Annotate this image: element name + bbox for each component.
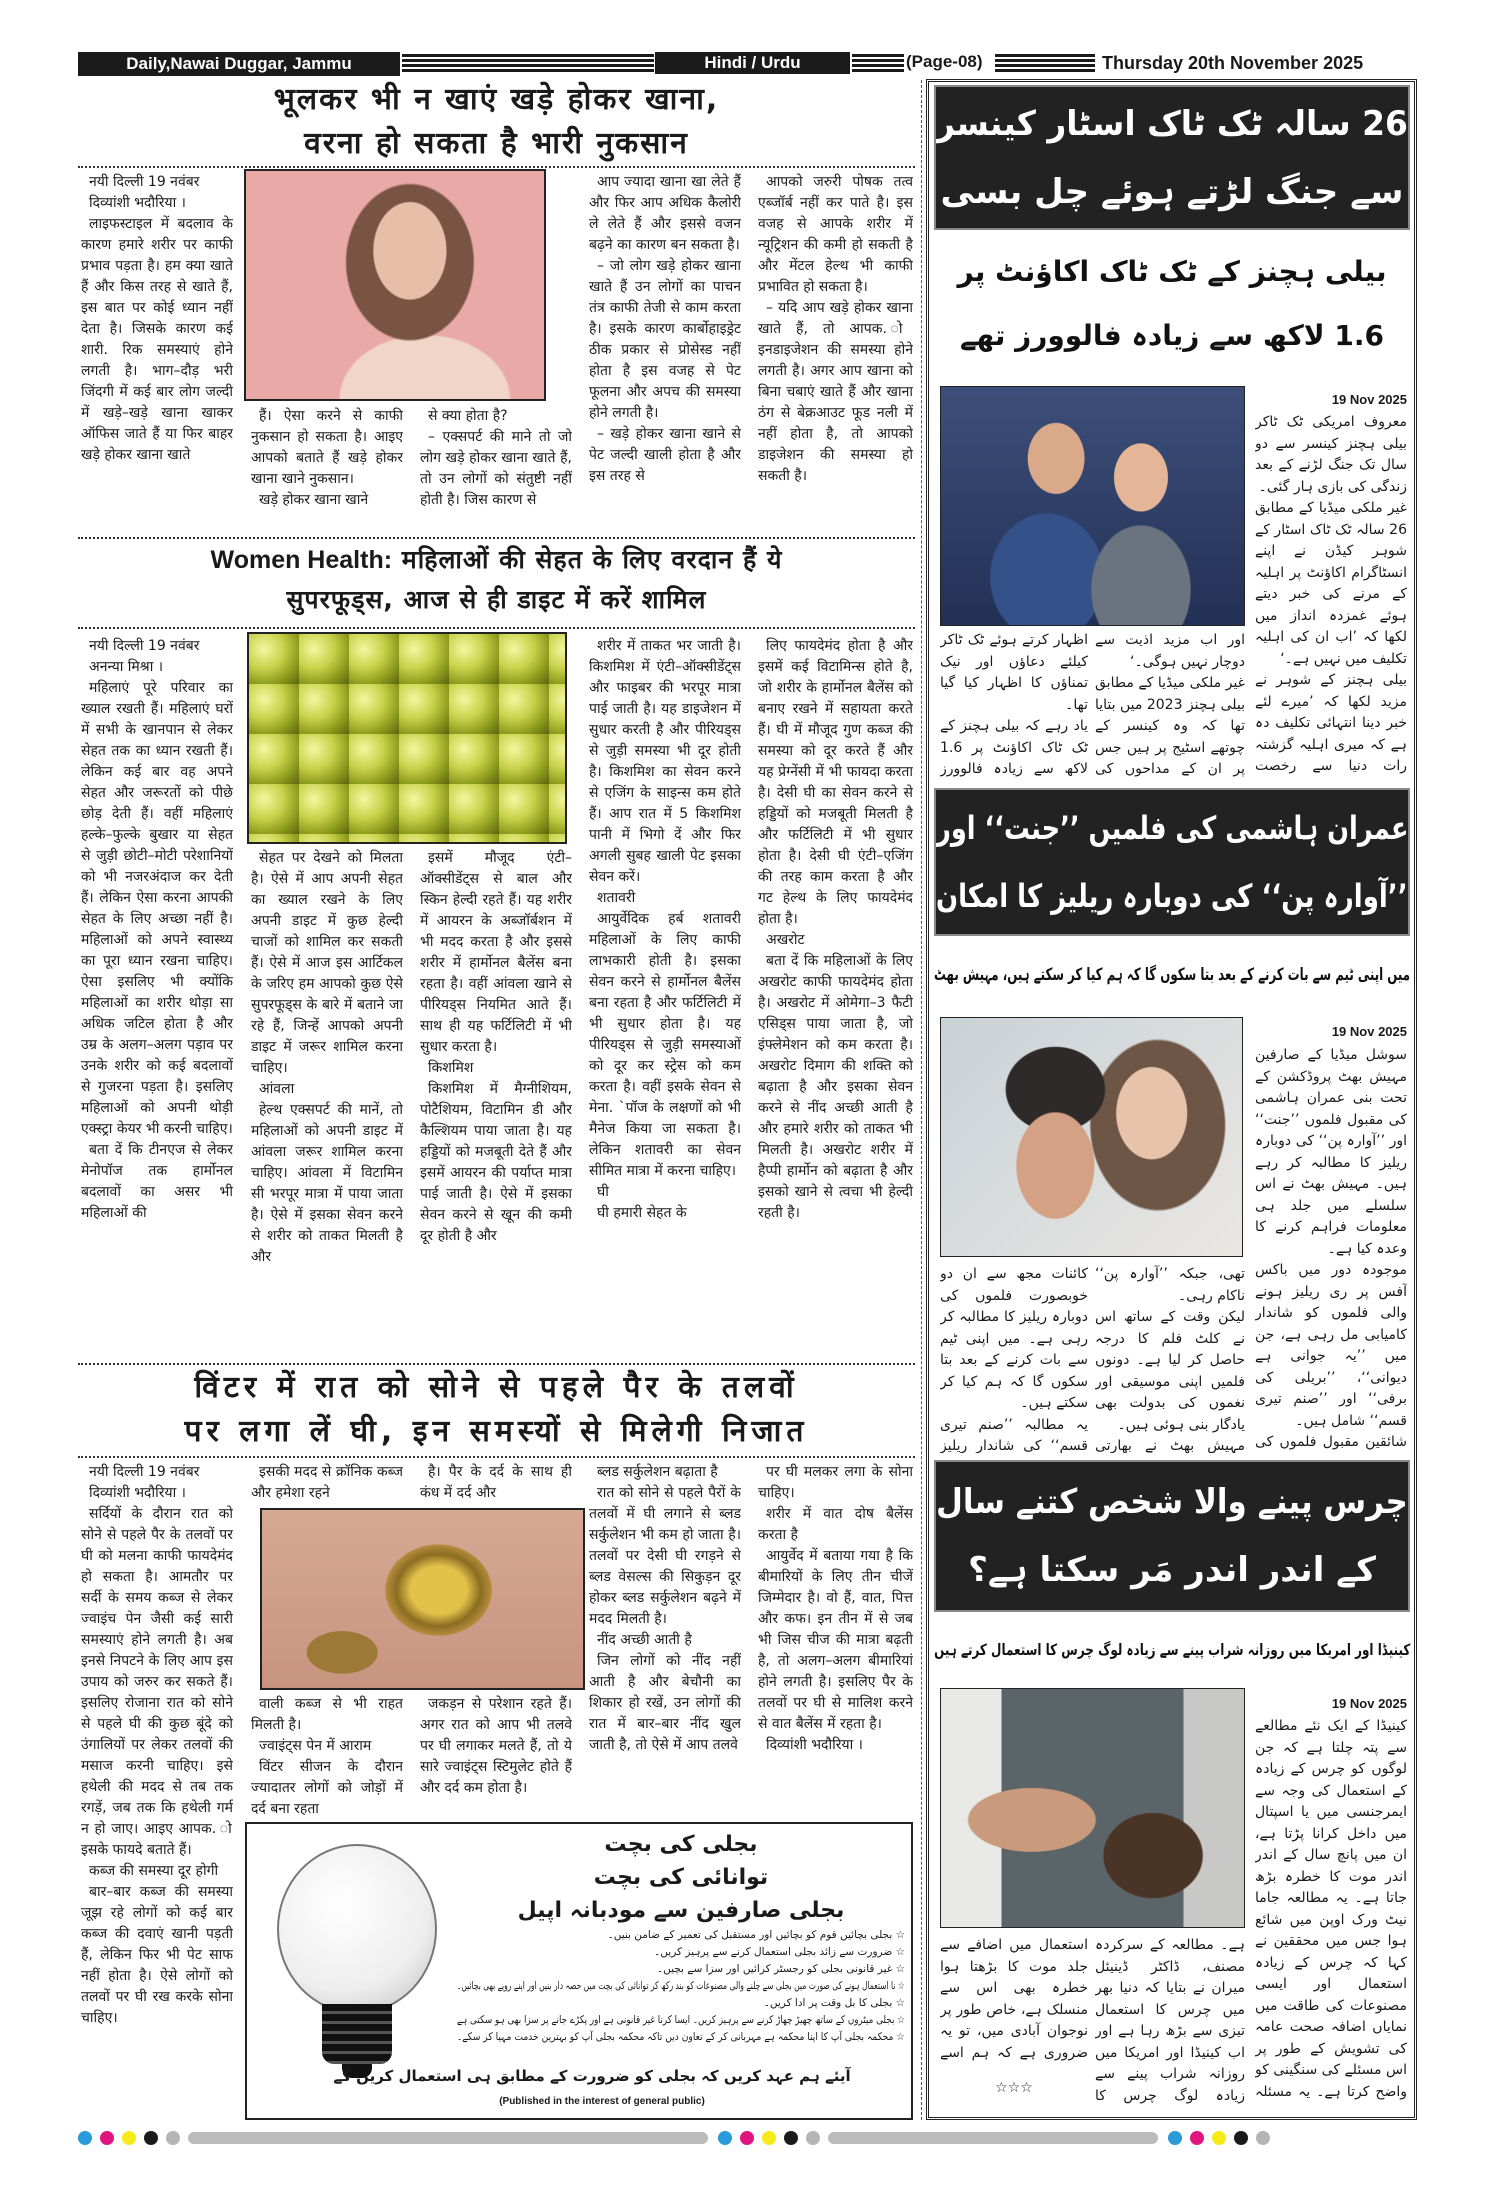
urdu-story-3-column (940, 1935, 1088, 2064)
article-3-column (420, 1694, 572, 1820)
article-2-column (81, 636, 233, 1350)
end-mark: ☆☆☆ (995, 2080, 1033, 2096)
paragraph: इसकी मदद से क्रॉनिक कब्ज और हमेशा रहने (251, 1464, 403, 1501)
edition-label: Hindi / Urdu (655, 52, 850, 74)
subhead-line: 1.6 لاکھ سے زیادہ فالوورز تھے (960, 319, 1384, 352)
light-bulb-icon (277, 1844, 437, 2094)
paragraph: महिलाएं पूरे परिवार का ख्याल रखती हैं। महिलाएं घरों में सभी के खानपान से लेकर सेहत तक का ध्यान रखती हैं। लेकिन कई बार वह अपने सेहत और जरूरतों को पीछे छोड़ देती हैं। वहीं महिलाएं हल्के–फुल्के बुखार या सेहत से जुड़ी छोटी–मोटी परेशानियों को भी नजरअंदाज कर देती हैं। लेकिन ऐसा करना आपकी सेहत के लिए अच्छा नहीं है। महिलाओं को अपने स्वास्थ्य का पूरा ध्यान रखना चाहिए। ऐसा इसलिए भी क्योंकि महिलाओं का शरीर थोड़ा सा अधिक जटिल होता है और उम्र के अलग–अलग पड़ाव पर उनके शरीर को कई बदलावों से गुजरना पड़ता है। इसलिए महिलाओं को अपनी थोड़ी एक्स्ट्रा केयर भी करनी चाहिए। (81, 680, 233, 1137)
registration-dot (1234, 2131, 1248, 2145)
article-1-column (81, 172, 233, 529)
ad-bullet: ☆ محکمہ بجلی آپ کا اپنا محکمہ ہے مہربانی کر کے تعاون دیں تاکہ محکمہ بجلی آپ کو بہترین خدمت مہیا کر سکے۔ (457, 2031, 905, 2043)
registration-dot (144, 2131, 158, 2145)
paragraph: किशमिश में मैग्नीशियम, पोटैशियम, विटामिन डी और कैल्शियम पाया जाता है। यह हड्डियों को मजबूती देते हैं और इसमें आयरन की पर्याप्त मात्रा पाई जाती है। ऐसे में इसका सेवन करने से खून की कमी दूर होती है और (420, 1081, 572, 1244)
urdu-story-3-subhead: کینیڈا اور امریکا میں روزانہ شراب پینے سے زیادہ لوگ چرس کا استعمال کرتے ہیں (933, 1641, 1410, 1659)
paragraph: کینیڈا کے ایک نئے مطالعے سے پتہ چلتا ہے کہ جن لوگوں کو چرس کے زیادہ کے استعمال کی وجہ سے ایمرجنسی میں یا اسپتال میں داخل کرانا پڑتا ہے، ان میں پانچ سال کے اندر اندر موت کا خطرہ بڑھ جاتا ہے۔ یہ مطالعہ جاما نیٹ ورک اوپن میں شائع ہوا جس میں محققین نے کہا کہ چرس کے زیادہ استعمال اور ایسی مصنوعات کی طاقت میں نمایاں اضافہ صحت عامہ کی تشویش کے طور پر اس مسئلے کی سنگینی کو واضح کرتا ہے۔ یہ مسئلہ (1255, 1718, 1407, 2100)
registration-dot (122, 2131, 136, 2145)
ad-title: بجلی صارفین سے مودبانہ اپیل (517, 1898, 845, 1923)
paragraph: आंवला (259, 1081, 295, 1097)
paragraph: बता दें कि महिलाओं के लिए अखरोट काफी फायदेमंद होता है। अखरोट में ओमेगा–3 फैटी एसिड्स पाया जाता है, जो इंफ्लेमेशन को कम करता है। अखरोट दिमाग की शक्ति को बढ़ाता है और इसका सेवन करने से नींद अच्छी आती है और हमारे शरीर को ताकत भी मिलती है। अखरोट शरीर में हैप्पी हार्मोन को बढ़ाता है और इसको खाने से त्वचा भी हेल्दी रहती है। (758, 953, 913, 1221)
headline-line: महिलाओं की सेहत के लिए वरदान हैं ये (401, 545, 783, 574)
registration-dot (166, 2131, 180, 2145)
paragraph: تھی، جبکہ ’’آوارہ پن‘‘ ناکام رہی۔ (1095, 1266, 1245, 1304)
hands-passing-joint-photo (940, 1688, 1245, 1928)
registration-dot (78, 2131, 92, 2145)
paragraph: مہیش بھٹ نے بھارتی (1095, 1438, 1245, 1453)
article-1-column (589, 172, 741, 529)
couple-stadium-photo (940, 386, 1245, 626)
separator (78, 1456, 915, 1458)
registration-bar (828, 2132, 1158, 2144)
paragraph: नींद अच्छी आती है (597, 1632, 692, 1648)
headline-line: वरना हो सकता है भारी नुकसान (304, 126, 689, 161)
paragraph: – जो लोग खड़े होकर खाना खाते हैं उन लोगों का पाचन तंत्र काफी तेजी से काम करता है। इसके कारण कार्बोहाइड्रेट ठीक प्रकार से प्रोसेस्ड नहीं होता है इस वजह से पेट फूलना और अपच की समस्या होने लगती है। (589, 258, 741, 421)
urdu-story-1-column (1255, 412, 1407, 777)
ghee-pot-photo (260, 1508, 585, 1690)
paragraph: शरीर में वात दोष बैलेंस करता है (758, 1506, 913, 1543)
paragraph: غیر ملکی میڈیا کے مطابق 26 سالہ ٹک ٹاک اسٹار کے شوہر کیڈن نے اپنے انسٹاگرام اکاؤنٹ پر اہلیہ کے مرنے کی خبر دیتے ہوئے غمزدہ انداز میں لکھا کہ ’اب ان کی اہلیہ تکلیف میں نہیں ہے۔‘ (1255, 500, 1407, 667)
paragraph: कब्ज की समस्या दूर होगी (89, 1863, 219, 1879)
paragraph: घी (597, 1184, 609, 1200)
article-2-column (420, 848, 572, 1352)
urdu-story-2-column (1255, 1045, 1407, 1453)
page-number: (Page-08) (906, 52, 983, 71)
urdu-story-3-column (1095, 1935, 1245, 2107)
ad-title: توانائی کی بچت (593, 1865, 769, 1890)
paragraph: दिव्यांशी भदौरिया । (766, 1737, 863, 1753)
article-1-column (420, 406, 572, 532)
article-3-column (589, 1462, 741, 1819)
paragraph: کائنات مجھ سے ان دو خوبصورت فلموں کی دوبارہ ریلیز کا مطالبہ کر رہی ہے۔ میں اپنی ٹیم سے بات کرنے کے بعد بتا سکوں گا کہ ہم کیا کر سکتے ہیں۔ (940, 1266, 1088, 1411)
paragraph: सेहत पर देखने को मिलता है। ऐसे में आप अपनी सेहत का ख्याल रखने के लिए अपनी डाइट में कुछ हेल्दी चाजों को शामिल कर सकती हैं। ऐसे में आज इस आर्टिकल के जरिए हम आपको कुछ ऐसे सुपरफूड्स के बारे में बताने जा रहे हैं, जिन्हें आपको अपनी डाइट में जरूर शामिल करना चाहिए। (251, 850, 403, 1076)
paragraph: اور اب مزید اذیت سے دوچار نہیں ہوگی۔‘ (1095, 632, 1245, 670)
paragraph: معروف امریکی ٹک ٹاکر بیلی ہچنز کینسر سے دو سال تک جنگ لڑنے کے بعد زندگی کی بازی ہار گئی۔ (1255, 414, 1407, 495)
ad-footer: (Published in the interest of general public) (499, 2096, 705, 2107)
paragraph: یاد رہے کہ بیلی ہچنز کے ٹک ٹاک اکاؤنٹ پر 1.6 لاکھ سے زیادہ فالوورز (940, 718, 1088, 777)
urdu-story-2-column (940, 1264, 1088, 1453)
paragraph: सर्दियों के दौरान रात को सोने से पहले पैर के तलवों पर घी को मलना काफी फायदेमंद हो सकता है। आमतौर पर सर्दी के समय कब्ज से लेकर ज्वाइंच पेन जैसी कई सारी समस्याएं होने लगती है। अब इनसे निपटने के लिए आप इस उपाय को जरुर कर सकते हैं। इसलिए रोजाना रात को सोने से पहले घी की कुछ बूंदे को उंगालियों पर लेकर तलवों की मसाज करनी चाहिए। इसे हथेली की मदद से तब तक रगड़ें, जब तक कि हथेली गर्म न हो जाए। आइए आपक. ो इसके फायदे बताते हैं। (81, 1506, 233, 1858)
headline-line: विंटर में रात को सोने से पहले पैर के तलवों (194, 1370, 799, 1405)
paragraph: नयी दिल्ली 19 नवंबर (89, 1464, 200, 1480)
urdu-story-1-headline (934, 85, 1410, 230)
registration-dot (1190, 2131, 1204, 2145)
story-date: 19 Nov 2025 (1331, 1024, 1407, 1039)
headline-line: पर लगा लें घी, इन समस्यों से मिलेगी निजात (184, 1414, 809, 1449)
article-2-column (589, 636, 741, 1350)
paragraph: ہے۔ مطالعہ کے سرکردہ مصنف، ڈاکٹر ڈینیئل میران نے بتایا کہ دنیا بھر میں چرس کا استعمال تیزی سے بڑھ رہا ہے اور اب کینیڈا اور امریکا میں روزانہ شراب پینے سے زیادہ لوگ چرس کا (1095, 1937, 1245, 2104)
paragraph: لیکن وقت کے ساتھ اس نے کلٹ فلم کا درجہ حاصل کر لیا ہے۔ دونوں فلمیں اپنی موسیقی اور نغموں کی بدولت بھی یادگار بنی ہوئی ہیں۔ (1095, 1309, 1245, 1433)
paragraph: हैं। ऐसा करने से काफी नुकसान हो सकता है। आइए आपको बताते हैं खड़े होकर खाना खाने नुकसान। (251, 408, 403, 487)
story-date: 19 Nov 2025 (1331, 392, 1407, 407)
paragraph: दिव्यांशी भदौरिया । (89, 195, 186, 211)
paragraph: یہ مطالبہ ’’صنم تیری قسم‘‘ کی شاندار ریلیز (940, 1416, 1088, 1453)
paragraph: नयी दिल्ली 19 नवंबर (89, 174, 200, 190)
paragraph: पर घी मलकर लगा के सोना चाहिए। (758, 1464, 913, 1501)
ad-bullet: ☆ غیر قانونی بجلی کو رجسٹر کرائیں اور سزا سے بچیں۔ (656, 1963, 905, 1975)
paragraph: – खड़े होकर खाना खाने से पेट जल्दी खाली होता है और इस तरह से (589, 426, 741, 484)
story-date: 19 Nov 2025 (1331, 1696, 1407, 1711)
registration-dot (100, 2131, 114, 2145)
separator (78, 537, 915, 539)
article-2-headline (78, 540, 915, 620)
paragraph: हेल्थ एक्सपर्ट की मानें, तो महिलाओं को अपनी डाइट में आंवला जरूर शामिल करना चाहिए। आंवला में विटामिन सी भरपूर मात्रा में पाया जाता है। ऐसे में इसका सेवन करने से शरीर को ताकत मिलती है और (251, 1102, 403, 1265)
paragraph: लाइफस्टाइल में बदलाव के कारण हमारे शरीर पर काफी प्रभाव पड़ता है। हम क्या खाते हैं और किस तरह से खाते हैं, इस बात पर कोई ध्यान नहीं देता है। जिसके कारण कई शारी. रिक समस्याएं होने लगती है। भाग–दौड़ भरी जिंदगी में कई बार लोग जल्दी में खड़े–खड़े खाना खाकर ऑफिस जाते हैं या फिर बाहर खड़े होकर खाना खाते (81, 216, 233, 463)
urdu-story-2-subhead: میں اپنی ٹیم سے بات کرنے کے بعد بتا سکوں گا کہ ہم کیا کر سکتے ہیں، مہیش بھٹ (933, 965, 1410, 985)
paragraph: घी हमारी सेहत के (597, 1205, 687, 1221)
headline-line: عمران ہاشمی کی فلمیں ’’جنت‘‘ اور (935, 809, 1408, 847)
urdu-story-3-headline (934, 1460, 1410, 1612)
column-divider (921, 80, 922, 2120)
headline-line: چرس پینے والا شخص کتنے سال (936, 1482, 1408, 1522)
paragraph: आप ज्यादा खाना खा लेते हैं और फिर आप अधिक कैलोरी ले लेते हैं और इससे वजन बढ़ने का कारण बन सकता है। (589, 174, 741, 253)
registration-dot (1212, 2131, 1226, 2145)
article-1-headline (78, 78, 915, 166)
headline-line: کے اندر اندر مَر سکتا ہے؟ (968, 1550, 1376, 1590)
electricity-saving-ad (245, 1822, 913, 2120)
paragraph: – यदि आप खड़े होकर खाना खाते हैं, तो आपक. ो इनडाइजेशन की समस्या होने लगती है। अगर आप खाना को बिना चबाएं खाते हैं और खाना ठंग से बेक्रआउट फूड नली में नहीं होता है, तो आपको डाइजेशन की समस्या हो सकती है। (758, 300, 913, 484)
separator (78, 1363, 915, 1365)
subhead-line: بیلی ہچنز کے ٹک ٹاک اکاؤنٹ پر (957, 255, 1387, 288)
urdu-story-3-column (1255, 1716, 1407, 2103)
ad-bullet: ☆ ضرورت سے زائد بجلی استعمال کرنے سے پرہیز کریں۔ (654, 1946, 905, 1958)
ad-bullet: ☆ بجلی بچائیں قوم کو بچائیں اور مستقبل کی تعمیر کے ضامن بنیں۔ (607, 1929, 905, 1941)
paragraph: سوشل میڈیا کے صارفین مہیش بھٹ پروڈکشن کے تحت بنی عمران ہاشمی کی مقبول فلموں ’’جنت‘‘ اور ’’آوارہ پن‘‘ کی دوبارہ ریلیز کا مطالبہ کر رہے ہیں۔ مہیش بھٹ نے اس سلسلے میں جلد ہی معلومات فراہم کرنے کا وعدہ کیا ہے۔ (1255, 1047, 1407, 1257)
paragraph: आपको जरुरी पोषक तत्व एब्जॉर्ब नहीं कर पाते है। इस वजह से आपके शरीर में न्यूट्रिशन की कमी हो सकती है और मेंटल हेल्थ भी काफी प्रभावित हो सकता है। (758, 174, 913, 295)
registration-dot (806, 2131, 820, 2145)
paragraph: जिन लोगों को नींद नहीं आती है और बेचौनी का शिकार हो रखें, उन लोगों की रात में बार–बार नींद खुल जाती है, तो ऐसे में आप तलवे (589, 1653, 741, 1753)
urdu-story-1-column (1095, 630, 1245, 780)
headline-line: سے جنگ لڑتے ہوئے چل بسی (940, 171, 1404, 212)
paragraph: है। पैर के दर्द के साथ ही कंध में दर्द और (420, 1464, 572, 1501)
paragraph: استعمال میں اضافے سے جلد موت کا بڑھتا ہوا خطرہ بھی اس سے منسلک ہے، خاص طور پر نوجوان آبادی میں، تو یہ ضروری ہے کہ ہم اسے (940, 1937, 1088, 2061)
registration-dot (1256, 2131, 1270, 2145)
paragraph: غیر ملکی میڈیا کے مطابق بیلی ہچنز 2023 میں بتایا تھا کہ وہ کینسر کے چوتھے اسٹیج پر ہیں جس پر ان کے مداحوں کی (1095, 675, 1245, 777)
article-1-column (251, 406, 403, 532)
print-registration-strip (78, 2130, 1418, 2146)
headline-line: सुपरफूड्स, आज से ही डाइट में करें शामिल (286, 585, 707, 614)
headline-line: ’’آوارہ پن‘‘ کی دوبارہ ریلیز کا امکان (936, 877, 1408, 915)
divider-stripes (402, 54, 654, 74)
headline-line: भूलकर भी न खाएं खड़े होकर खाना, (273, 82, 720, 117)
paragraph: दिव्यांशी भदौरिया । (89, 1485, 186, 1501)
urdu-story-1-subhead (934, 240, 1410, 368)
article-2-column (251, 848, 403, 1352)
issue-date: Thursday 20th November 2025 (1102, 53, 1364, 73)
registration-dot (740, 2131, 754, 2145)
paragraph: खड़े होकर खाना खाने (259, 492, 369, 508)
registration-bar (188, 2132, 708, 2144)
headline-prefix: Women Health: (210, 546, 393, 574)
registration-dot (1168, 2131, 1182, 2145)
paragraph: विंटर सीजन के दौरान ज्यादातर लोगों को जोड़ों में दर्द बना रहता (251, 1759, 403, 1817)
article-3-column (81, 1462, 233, 2113)
paragraph: बता दें कि टीनएज से लेकर मेनोपॉज तक हार्मोनल बदलावों का असर भी महिलाओं की (81, 1142, 233, 1221)
paragraph: शरीर में ताकत भर जाती है। किशमिश में एंटी–ऑक्सीडेंट्स और फाइबर की भरपूर मात्रा पाई जाती है। यह डाइजेशन में सुधार करती है और पीरियड्स से जुड़ी समस्या भी दूर होती है। किशमिश का सेवन करने से एजिंग के साइन्स कम होते हैं। आप रात में 5 किशमिश पानी में भिगो दें और फिर अगली सुबह खाली पेट इसका सेवन करें। (589, 638, 741, 885)
ad-title: بجلی کی بچت (604, 1832, 758, 1857)
paragraph: से क्या होता है? (428, 408, 508, 424)
paragraph: अनन्या मिश्रा । (89, 659, 164, 675)
urdu-story-2-column (1095, 1264, 1245, 1453)
article-1-column (758, 172, 913, 529)
article-3-column (420, 1462, 572, 1504)
registration-dot (784, 2131, 798, 2145)
article-3-column (251, 1462, 403, 1504)
divider-stripes (995, 54, 1095, 74)
registration-dot (762, 2131, 776, 2145)
headline-line: 26 سالہ ٹک ٹاک اسٹار کینسر (936, 103, 1408, 144)
paragraph: वाली कब्ज से भी राहत मिलती है। (251, 1696, 403, 1733)
paragraph: किशमिश (428, 1060, 474, 1076)
paragraph: شائقین مقبول فلموں کی (1255, 1434, 1407, 1450)
paragraph: रात को सोने से पहले पैरों के तलवों में घी लगाने से ब्लड सर्कुलेशन भी कम हो जाता है। तलवों पर देसी घी रगड़ने से ब्लड वेसल्स की सिकुड़न दूर होकर ब्लड सर्कुलेशन बढ़ने में मदद मिलती है। (589, 1485, 741, 1627)
registration-dot (718, 2131, 732, 2145)
paragraph: बार–बार कब्ज की समस्या जूझ रहे लोगों को कई बार कब्ज की दवाएं खानी पड़ती हैं, लेकिन फिर भी पेट साफ नहीं होता है। ऐसे लोगों को तलवों पर घी रख करके सोना चाहिए। (81, 1884, 233, 2026)
paragraph: اظہار کرتے ہوئے ٹک ٹاکر کیلئے دعاؤں اور نیک تمناؤں کا اظہار کیا گیا تھا۔ (940, 632, 1088, 713)
ad-bullet: ☆ بجلی کا بل وقت پر ادا کریں۔ (763, 1997, 905, 2009)
article-3-column (251, 1694, 403, 1820)
separator (78, 166, 915, 168)
paragraph: – एक्सपर्ट की माने तो जो लोग खड़े होकर खाना खाते हैं, तो उन लोगों को संतुष्टी नहीं होती है। जिस कारण से (420, 429, 572, 508)
paragraph: लिए फायदेमंद होता है और इसमें कई विटामिन्स होते है, जो शरीर के हार्मोनल बैलेंस को बनाए रखने में सहायता करते हैं। घी में मौजूद गुण कब्ज की समस्या को दूर करते हैं और यह प्रेग्नेंसी में भी फायदा करता है। देसी घी का सेवन करने से हड्डियों को मजबूती मिलती है और फर्टिलिटी में भी सुधार होता है। देसी घी एंटी–एजिंग की तरह काम करता है और गट हेल्थ के लिए फायदेमंद होता है। (758, 638, 913, 927)
ad-bullet: ☆ بجلی میٹروں کے ساتھ چھیڑ چھاڑ کرنے سے پرہیز کریں۔ ایسا کرنا غیر قانونی ہے اور پکڑے جانے پر سزا بھی ہو سکتی ہے (456, 2014, 905, 2026)
paragraph: ज्वाइंट्स पेन में आराम (259, 1738, 372, 1754)
amla-photo (247, 632, 567, 844)
paragraph: नयी दिल्ली 19 नवंबर (89, 638, 200, 654)
paragraph: इसमें मौजूद एंटी–ऑक्सीडेंट्स से बाल और स्किन हेल्दी रहते हैं। यह शरीर में आयरन के अब्जॉर्बशन में भी मदद करता है और इससे शरीर में हार्मोनल बैलेंस बना रहता है। वहीं आंवला खाने से पीरियड्स नियमित आते हैं। साथ ही यह फर्टिलिटी में भी सुधार करता है। (420, 850, 572, 1055)
paragraph: अखरोट (766, 932, 805, 948)
paragraph: शतावरी (597, 890, 636, 906)
separator (78, 627, 915, 629)
woman-eating-dessert-photo (244, 169, 546, 401)
paragraph: ब्लड सर्कुलेशन बढ़ाता है (597, 1464, 718, 1480)
divider-stripes (852, 54, 904, 74)
paragraph: आयुर्वेद में बताया गया है कि बीमारियों के लिए तीन चीजें जिम्मेदार है। वो हैं, वात, पित्त और कफ। इन तीन में से जब भी जिस चीज की मात्रा बढ़ती है, तो अलग–अलग बीमारियां होने लगती है। इसलिए पैर के तलवों पर घी से मालिश करने से वात बैलेंस में रहता है। (758, 1548, 913, 1732)
urdu-story-1-column (940, 630, 1088, 780)
paragraph: بیلی ہچنز کے شوہر نے مزید لکھا کہ ’میرے لئے خبر دینا انتہائی تکلیف دہ ہے کہ میری اہلیہ گزشتہ رات دنیا سے رخصت (1255, 672, 1407, 774)
paragraph: जकड़न से परेशान रहते हैं। अगर रात को आप भी तलवे पर घी लगाकर मलते हैं, तो ये सारे ज्वाइंट्स स्टिमुलेट होते हैं और दर्द कम होता है। (420, 1696, 572, 1796)
film-couple-photo (940, 1017, 1243, 1257)
ad-bullet: ☆ نا استعمال ہونے کی صورت میں بجلی سے چلنے والی مصنوعات کو بند رکھ کر توانائی کی بچت میں حصہ دار بنیں اور اپنے روپے بھی بچائیں۔ (457, 1980, 905, 1992)
paper-name: Daily,Nawai Duggar, Jammu (78, 52, 400, 76)
paragraph: موجودہ دور میں باکس آفس پر ری ریلیز ہونے والی فلموں کو شاندار کامیابی مل رہی ہے، جن میں ’’یہ جوانی ہے دیوانی‘‘، ’’بریلی کی برفی‘‘ اور ’’صنم تیری قسم‘‘ شامل ہیں۔ (1255, 1262, 1407, 1429)
article-3-headline (78, 1366, 915, 1454)
ad-pledge: آیئے ہم عہد کریں کہ بجلی کو ضرورت کے مطابق ہی استعمال کریں گے (333, 2067, 851, 2085)
paragraph: आयुर्वेदिक हर्ब शतावरी महिलाओं के लिए काफी लाभकारी होती है। इसका सेवन करने से हार्मोनल बैलेंस बना रहता है और फर्टिलिटी में भी सुधार होता है। यह पीरियड्स से जुड़ी समस्याओं को दूर कर स्ट्रेस को कम करता है। वहीं इसके सेवन से मेना. `पॉज के लक्षणों को भी मैनेज किया जा सकता है। लेकिन शतावरी का सेवन सीमित मात्रा में करना चाहिए। (589, 911, 741, 1179)
urdu-story-2-headline (934, 788, 1410, 936)
